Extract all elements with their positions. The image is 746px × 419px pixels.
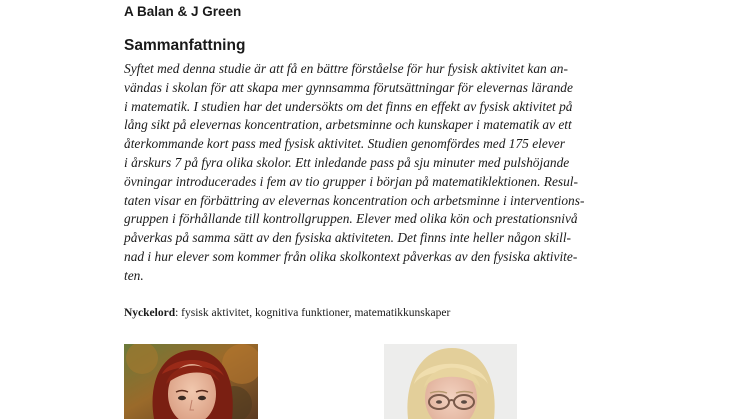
abstract-line: lång sikt på elevernas koncentration, arbetsminne och kunskaper i matematik av ett — [124, 117, 572, 133]
author-photo-2 — [384, 344, 517, 419]
portrait-image-1 — [124, 344, 258, 419]
abstract-line: i årskurs 7 på fyra olika skolor. Ett inledande pass på sju minuter med pulshöjande — [124, 154, 570, 170]
abstract-line: övningar introducerades i fem av tio grupper i början på matematiklektionen. Resul- — [124, 173, 578, 189]
abstract-line: nad i hur elever som kommer från olika skolkontext påverkas av den fysiska aktivite- — [124, 248, 578, 264]
abstract — [124, 60, 624, 286]
abstract-line: gruppen i förhållande till kontrollgruppen. Elever med olika kön och prestationsnivå — [124, 211, 578, 227]
abstract-line: påverkas på samma sätt av den fysiska aktiviteten. Det finns inte heller någon skill- — [124, 230, 572, 246]
section-heading: Sammanfattning — [124, 37, 246, 54]
portrait-image-2 — [384, 344, 517, 419]
keywords-label: Nyckelord — [124, 307, 176, 319]
abstract-line: taten visar en förbättring av elevernas koncentration och arbetsminne i interventions- — [124, 192, 585, 208]
authors: A Balan & J Green — [124, 4, 242, 19]
abstract-line: vändas i skolan för att skapa mer gynnsamma förutsättningar för elevernas lärande — [124, 79, 573, 95]
keywords-text: : fysisk aktivitet, kognitiva funktioner, matematikkunskaper — [175, 307, 451, 319]
abstract-line: återkommande kort pass med fysisk aktivitet. Studien genomfördes med 175 elever — [124, 136, 565, 152]
author-photo-1 — [124, 344, 258, 419]
abstract-line: ten. — [124, 267, 144, 283]
abstract-line: i matematik. I studien har det undersökts om det finns en effekt av fysisk aktivitet på — [124, 98, 573, 114]
abstract-line: Syftet med denna studie är att få en bättre förståelse för hur fysisk aktivitet kan an- — [124, 61, 568, 76]
keywords — [124, 307, 450, 319]
